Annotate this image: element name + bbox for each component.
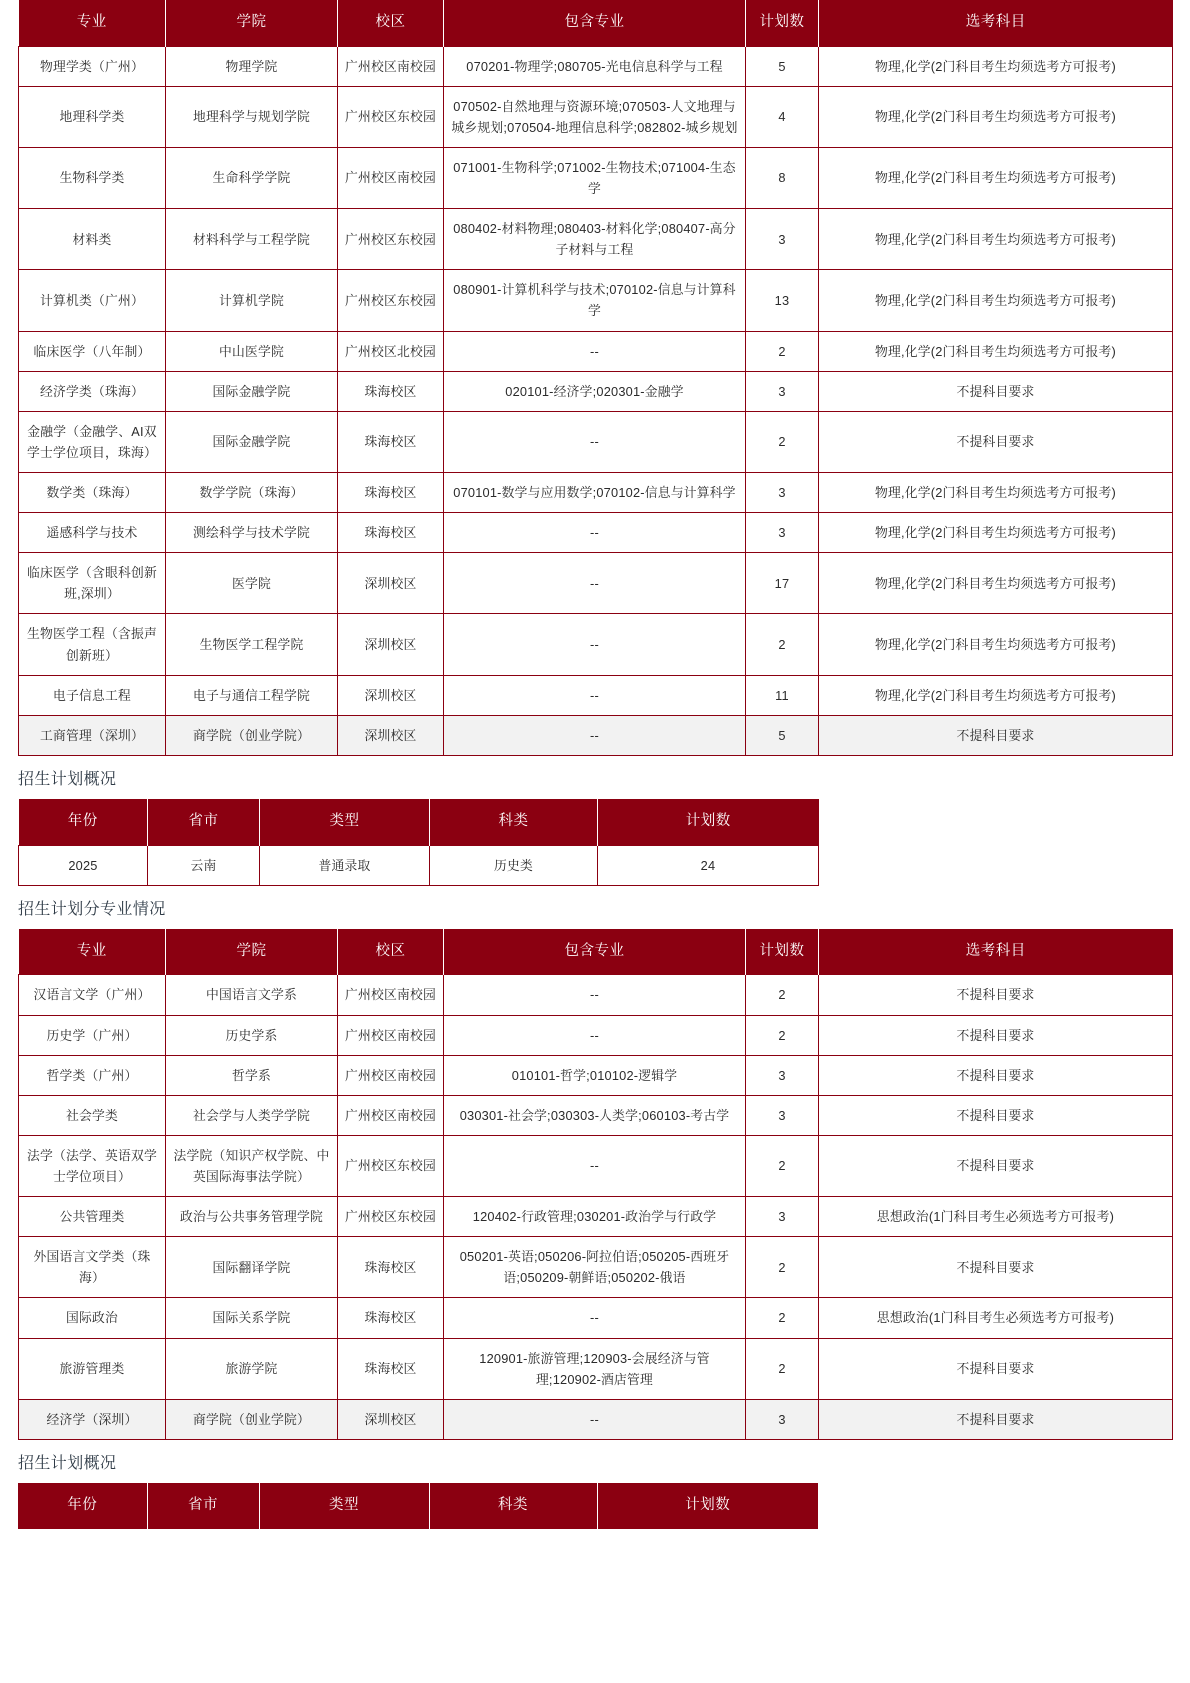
cell-plan-count: 5 [746, 46, 819, 86]
column-header: 年份 [19, 799, 148, 845]
cell-year: 2025 [19, 845, 148, 885]
cell-campus: 珠海校区 [338, 513, 444, 553]
cell-required-subjects: 物理,化学(2门科目考生均须选考方可报考) [819, 675, 1173, 715]
cell-major: 临床医学（含眼科创新班,深圳） [19, 553, 166, 614]
table-row [19, 147, 1173, 208]
cell-plan-count: 2 [746, 975, 819, 1015]
cell-plan-count: 2 [746, 614, 819, 675]
cell-major: 历史学（广州） [19, 1015, 166, 1055]
cell-college: 法学院（知识产权学院、中英国际海事法学院） [166, 1135, 338, 1196]
cell-included-majors: -- [444, 1135, 746, 1196]
cell-plan-count: 2 [746, 411, 819, 472]
cell-major: 经济学类（珠海） [19, 371, 166, 411]
table-row [19, 715, 1173, 755]
table-row [19, 1055, 1173, 1095]
cell-major: 外国语言文学类（珠海） [19, 1237, 166, 1298]
cell-major: 哲学类（广州） [19, 1055, 166, 1095]
column-header: 选考科目 [819, 0, 1173, 46]
column-header: 省市 [147, 1483, 259, 1529]
cell-college: 计算机学院 [166, 270, 338, 331]
cell-included-majors: 070201-物理学;080705-光电信息科学与工程 [444, 46, 746, 86]
cell-included-majors: 070502-自然地理与资源环境;070503-人文地理与城乡规划;070504-地理信息科学;082802-城乡规划 [444, 86, 746, 147]
cell-plan-count: 3 [746, 1197, 819, 1237]
column-header: 包含专业 [444, 929, 746, 975]
cell-major: 旅游管理类 [19, 1338, 166, 1399]
cell-major: 材料类 [19, 209, 166, 270]
cell-major: 汉语言文学（广州） [19, 975, 166, 1015]
cell-plan-count: 2 [746, 1338, 819, 1399]
cell-required-subjects: 物理,化学(2门科目考生均须选考方可报考) [819, 147, 1173, 208]
cell-plan-count: 2 [746, 1237, 819, 1298]
cell-plan-count: 8 [746, 147, 819, 208]
table-row [19, 209, 1173, 270]
table-row [19, 513, 1173, 553]
column-header: 校区 [338, 929, 444, 975]
cell-plan-count: 2 [746, 1298, 819, 1338]
cell-college: 社会学与人类学学院 [166, 1095, 338, 1135]
cell-plan-count: 11 [746, 675, 819, 715]
cell-required-subjects: 思想政治(1门科目考生必须选考方可报考) [819, 1197, 1173, 1237]
cell-college: 电子与通信工程学院 [166, 675, 338, 715]
cell-college: 物理学院 [166, 46, 338, 86]
cell-major: 遥感科学与技术 [19, 513, 166, 553]
cell-plan-count: 17 [746, 553, 819, 614]
table-row [19, 1399, 1173, 1439]
cell-included-majors: 050201-英语;050206-阿拉伯语;050205-西班牙语;050209-朝鲜语;050202-俄语 [444, 1237, 746, 1298]
cell-campus: 广州校区南校园 [338, 1095, 444, 1135]
cell-included-majors: 070101-数学与应用数学;070102-信息与计算科学 [444, 472, 746, 512]
cell-campus: 广州校区东校园 [338, 86, 444, 147]
cell-college: 旅游学院 [166, 1338, 338, 1399]
cell-campus: 广州校区南校园 [338, 1055, 444, 1095]
cell-required-subjects: 物理,化学(2门科目考生均须选考方可报考) [819, 86, 1173, 147]
cell-plan-count: 3 [746, 1399, 819, 1439]
cell-major: 公共管理类 [19, 1197, 166, 1237]
cell-required-subjects: 不提科目要求 [819, 975, 1173, 1015]
cell-plan-count: 3 [746, 209, 819, 270]
cell-required-subjects: 不提科目要求 [819, 1095, 1173, 1135]
table-row [19, 411, 1173, 472]
cell-major: 生物医学工程（含振声创新班） [19, 614, 166, 675]
cell-campus: 深圳校区 [338, 553, 444, 614]
table-row [19, 46, 1173, 86]
cell-included-majors: -- [444, 331, 746, 371]
cell-included-majors: 071001-生物科学;071002-生物技术;071004-生态学 [444, 147, 746, 208]
cell-campus: 深圳校区 [338, 1399, 444, 1439]
section-title: 招生计划概况 [18, 770, 117, 788]
column-header: 计划数 [746, 929, 819, 975]
plan-overview-table [18, 799, 819, 886]
cell-college: 历史学系 [166, 1015, 338, 1055]
cell-college: 政治与公共事务管理学院 [166, 1197, 338, 1237]
column-header: 年份 [18, 1483, 147, 1529]
cell-plan-count: 2 [746, 331, 819, 371]
cell-major: 工商管理（深圳） [19, 715, 166, 755]
cell-included-majors: 020101-经济学;020301-金融学 [444, 371, 746, 411]
cell-required-subjects: 思想政治(1门科目考生必须选考方可报考) [819, 1298, 1173, 1338]
table-row [19, 845, 819, 885]
cell-major: 地理科学类 [19, 86, 166, 147]
cell-included-majors: -- [444, 1298, 746, 1338]
cell-college: 生物医学工程学院 [166, 614, 338, 675]
cell-campus: 珠海校区 [338, 1237, 444, 1298]
cell-included-majors: 010101-哲学;010102-逻辑学 [444, 1055, 746, 1095]
cell-campus: 深圳校区 [338, 715, 444, 755]
table-row [19, 675, 1173, 715]
cell-plan-count: 2 [746, 1135, 819, 1196]
cell-included-majors: -- [444, 411, 746, 472]
table-row [19, 1135, 1173, 1196]
cell-required-subjects: 不提科目要求 [819, 1338, 1173, 1399]
table-row [19, 1197, 1173, 1237]
section-title: 招生计划分专业情况 [18, 900, 166, 918]
cell-required-subjects: 物理,化学(2门科目考生均须选考方可报考) [819, 209, 1173, 270]
cell-college: 国际关系学院 [166, 1298, 338, 1338]
table-header-row [19, 799, 819, 845]
column-header: 计划数 [597, 1483, 818, 1529]
cell-plan-count: 24 [598, 845, 819, 885]
cell-major: 国际政治 [19, 1298, 166, 1338]
column-header: 学院 [166, 0, 338, 46]
major-plan-table [18, 0, 1173, 756]
cell-campus: 广州校区东校园 [338, 1135, 444, 1196]
column-header: 类型 [260, 799, 430, 845]
cell-college: 地理科学与规划学院 [166, 86, 338, 147]
column-header: 包含专业 [444, 0, 746, 46]
column-header: 省市 [148, 799, 260, 845]
cell-required-subjects: 物理,化学(2门科目考生均须选考方可报考) [819, 614, 1173, 675]
plan-overview-table [18, 1483, 818, 1529]
cell-campus: 广州校区东校园 [338, 270, 444, 331]
cell-plan-count: 3 [746, 472, 819, 512]
cell-required-subjects: 不提科目要求 [819, 411, 1173, 472]
cell-included-majors: -- [444, 513, 746, 553]
cell-college: 数学学院（珠海） [166, 472, 338, 512]
cell-included-majors: -- [444, 675, 746, 715]
cell-included-majors: 120901-旅游管理;120903-会展经济与管理;120902-酒店管理 [444, 1338, 746, 1399]
cell-major: 社会学类 [19, 1095, 166, 1135]
cell-major: 临床医学（八年制） [19, 331, 166, 371]
cell-campus: 广州校区东校园 [338, 1197, 444, 1237]
cell-included-majors: -- [444, 715, 746, 755]
cell-province: 云南 [148, 845, 260, 885]
cell-plan-count: 4 [746, 86, 819, 147]
cell-college: 商学院（创业学院） [166, 715, 338, 755]
cell-major: 数学类（珠海） [19, 472, 166, 512]
table-row [19, 1298, 1173, 1338]
column-header: 专业 [19, 0, 166, 46]
cell-included-majors: 080402-材料物理;080403-材料化学;080407-高分子材料与工程 [444, 209, 746, 270]
cell-college: 商学院（创业学院） [166, 1399, 338, 1439]
cell-major: 经济学（深圳） [19, 1399, 166, 1439]
column-header: 专业 [19, 929, 166, 975]
table-row [19, 614, 1173, 675]
cell-plan-count: 5 [746, 715, 819, 755]
cell-campus: 珠海校区 [338, 1338, 444, 1399]
cell-included-majors: -- [444, 553, 746, 614]
cell-campus: 珠海校区 [338, 411, 444, 472]
table-row [19, 1338, 1173, 1399]
cell-campus: 广州校区南校园 [338, 1015, 444, 1055]
cell-campus: 广州校区南校园 [338, 46, 444, 86]
column-header: 类型 [259, 1483, 429, 1529]
cell-plan-count: 3 [746, 1055, 819, 1095]
cell-major: 计算机类（广州） [19, 270, 166, 331]
cell-college: 中山医学院 [166, 331, 338, 371]
cell-college: 生命科学学院 [166, 147, 338, 208]
table-row [19, 553, 1173, 614]
cell-required-subjects: 不提科目要求 [819, 371, 1173, 411]
column-header: 科类 [430, 799, 598, 845]
table-row [19, 975, 1173, 1015]
cell-included-majors: -- [444, 1015, 746, 1055]
cell-college: 国际金融学院 [166, 411, 338, 472]
section-title: 招生计划概况 [18, 1454, 117, 1472]
cell-included-majors: 080901-计算机科学与技术;070102-信息与计算科学 [444, 270, 746, 331]
cell-required-subjects: 物理,化学(2门科目考生均须选考方可报考) [819, 46, 1173, 86]
cell-campus: 珠海校区 [338, 1298, 444, 1338]
page-bottom-spacer [0, 1529, 1190, 1619]
cell-plan-count: 2 [746, 1015, 819, 1055]
cell-required-subjects: 物理,化学(2门科目考生均须选考方可报考) [819, 472, 1173, 512]
cell-campus: 深圳校区 [338, 675, 444, 715]
cell-required-subjects: 物理,化学(2门科目考生均须选考方可报考) [819, 270, 1173, 331]
cell-required-subjects: 不提科目要求 [819, 1399, 1173, 1439]
cell-major: 物理学类（广州） [19, 46, 166, 86]
column-header: 校区 [338, 0, 444, 46]
cell-category: 历史类 [430, 845, 598, 885]
column-header: 选考科目 [819, 929, 1173, 975]
cell-plan-count: 3 [746, 371, 819, 411]
cell-campus: 广州校区北校园 [338, 331, 444, 371]
cell-college: 哲学系 [166, 1055, 338, 1095]
cell-major: 金融学（金融学、AI双学士学位项目，珠海） [19, 411, 166, 472]
cell-college: 医学院 [166, 553, 338, 614]
cell-required-subjects: 物理,化学(2门科目考生均须选考方可报考) [819, 553, 1173, 614]
table-header-row [18, 1483, 818, 1529]
cell-college: 中国语言文学系 [166, 975, 338, 1015]
column-header: 学院 [166, 929, 338, 975]
table-row [19, 1015, 1173, 1055]
cell-plan-count: 13 [746, 270, 819, 331]
cell-required-subjects: 不提科目要求 [819, 1135, 1173, 1196]
cell-plan-count: 3 [746, 513, 819, 553]
cell-included-majors: -- [444, 1399, 746, 1439]
cell-campus: 珠海校区 [338, 371, 444, 411]
cell-major: 法学（法学、英语双学士学位项目） [19, 1135, 166, 1196]
cell-campus: 广州校区东校园 [338, 209, 444, 270]
cell-required-subjects: 物理,化学(2门科目考生均须选考方可报考) [819, 331, 1173, 371]
column-header: 计划数 [598, 799, 819, 845]
column-header: 计划数 [746, 0, 819, 46]
cell-included-majors: -- [444, 975, 746, 1015]
table-row [19, 472, 1173, 512]
cell-required-subjects: 不提科目要求 [819, 715, 1173, 755]
cell-required-subjects: 不提科目要求 [819, 1237, 1173, 1298]
cell-college: 材料科学与工程学院 [166, 209, 338, 270]
column-header: 科类 [429, 1483, 597, 1529]
cell-major: 电子信息工程 [19, 675, 166, 715]
cell-required-subjects: 不提科目要求 [819, 1015, 1173, 1055]
cell-campus: 广州校区南校园 [338, 975, 444, 1015]
cell-college: 国际翻译学院 [166, 1237, 338, 1298]
cell-required-subjects: 不提科目要求 [819, 1055, 1173, 1095]
cell-college: 测绘科学与技术学院 [166, 513, 338, 553]
table-header-row [19, 929, 1173, 975]
table-row [19, 331, 1173, 371]
cell-required-subjects: 物理,化学(2门科目考生均须选考方可报考) [819, 513, 1173, 553]
cell-major: 生物科学类 [19, 147, 166, 208]
table-row [19, 1237, 1173, 1298]
table-header-row [19, 0, 1173, 46]
major-plan-table [18, 929, 1173, 1440]
cell-included-majors: 120402-行政管理;030201-政治学与行政学 [444, 1197, 746, 1237]
table-row [19, 270, 1173, 331]
cell-included-majors: -- [444, 614, 746, 675]
cell-plan-count: 3 [746, 1095, 819, 1135]
table-row [19, 371, 1173, 411]
table-row [19, 1095, 1173, 1135]
cell-campus: 广州校区南校园 [338, 147, 444, 208]
cell-type: 普通录取 [260, 845, 430, 885]
cell-included-majors: 030301-社会学;030303-人类学;060103-考古学 [444, 1095, 746, 1135]
cell-college: 国际金融学院 [166, 371, 338, 411]
cell-campus: 深圳校区 [338, 614, 444, 675]
cell-campus: 珠海校区 [338, 472, 444, 512]
table-row [19, 86, 1173, 147]
